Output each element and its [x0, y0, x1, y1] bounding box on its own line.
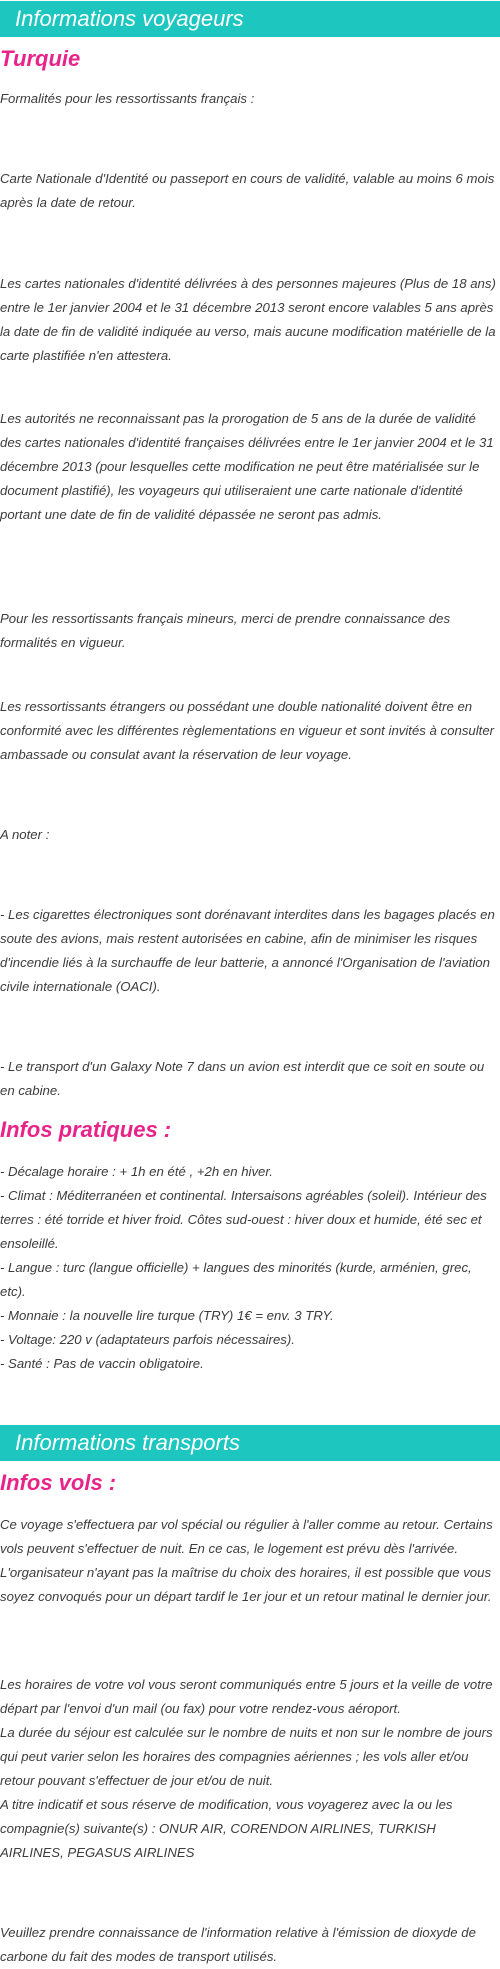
co2-paragraph: Veuillez prendre connaissance de l'information relative à l'émission de dioxyde de carbone du fait des modes de transport utilisés.	[0, 1925, 476, 1964]
practical-info-heading: Infos pratiques :	[0, 1117, 172, 1142]
stay-duration-paragraph: La durée du séjour est calculée sur le nombre de nuits et non sur le nombre de jours qui peut varier selon les horaires des compagnies aériennes ; les vols aller et/ou retour pouvant s'effectuer de jour et/ou de nuit.	[0, 1725, 493, 1788]
country-heading: Turquie	[0, 46, 81, 71]
id-requirement-paragraph: Carte Nationale d'Identité ou passeport en cours de validité, valable au moins 6 mois après la date de retour.	[0, 171, 495, 210]
foreign-nationals-paragraph: Les ressortissants étrangers ou possédant une double nationalité doivent être en conformité avec les différentes règlementations en vigueur et sont invités à consulter ambassade ou consulat avant la réservation de leur voyage.	[0, 699, 495, 762]
practical-climate: - Climat : Méditerranéen et continental. Intersaisons agréables (soleil). Intérieur des terres : été torride et hiver froid. Côtes sud-ouest : hiver doux et humide, été sec et ensoleillé.	[0, 1188, 487, 1251]
practical-currency: - Monnaie : la nouvelle lire turque (TRY) 1€ = env. 3 TRY.	[0, 1308, 334, 1323]
airlines-paragraph: A titre indicatif et sous réserve de modification, vous voyagerez avec la ou les compagnie(s) suivante(s) : ONUR AIR, CORENDON AIRLINES, TURKISH AIRLINES, PEGASUS AIRLINES	[0, 1797, 453, 1860]
section-banner-transports: Informations transports	[0, 1425, 500, 1461]
minors-paragraph: Pour les ressortissants français mineurs, merci de prendre connaissance des formalités en vigueur.	[0, 611, 451, 650]
formalities-intro: Formalités pour les ressortissants français :	[0, 91, 255, 106]
id-validity-paragraph: Les cartes nationales d'identité délivrées à des personnes majeures (Plus de 18 ans) entre le 1er janvier 2004 et le 31 décembre 2013 seront encore valables 5 ans après la date de fin de validité indiquée au verso, mais aucune modification matérielle de la carte plastifiée n'en attestera.	[0, 276, 496, 363]
practical-timezone: - Décalage horaire : + 1h en été , +2h en hiver.	[0, 1164, 273, 1179]
flights-info-heading: Infos vols :	[0, 1470, 117, 1495]
e-cigarettes-paragraph: - Les cigarettes électroniques sont dorénavant interdites dans les bagages placés en soute des avions, mais restent autorisées en cabine, afin de minimiser les risques d'incendie liés à la surchauffe de leur batterie, a annoncé l'Organisation de l'aviation civile internationale (OACI).	[0, 907, 495, 994]
galaxy-note-paragraph: - Le transport d'un Galaxy Note 7 dans un avion est interdit que ce soit en soute ou en cabine.	[0, 1059, 485, 1098]
flights-paragraph: Ce voyage s'effectuera par vol spécial ou régulier à l'aller comme au retour. Certains vols peuvent s'effectuer de nuit. En ce cas, le logement est prévu dès l'arrivée. L'organisateur n'ayant pas la maîtrise du choix des horaires, il est possible que vous soyez convoqués pour un départ tardif le 1er jour et un retour matinal le dernier jour.	[0, 1517, 493, 1604]
id-prorogation-paragraph: Les autorités ne reconnaissant pas la prorogation de 5 ans de la durée de validité des cartes nationales d'identité françaises délivrées entre le 1er janvier 2004 et le 31 décembre 2013 (pour lesquelles cette modification ne peut être matérialisée sur le document plastifié), les voyageurs qui utiliseraient une carte nationale d'identité portant une date de fin de validité dépassée ne seront pas admis.	[0, 411, 494, 522]
practical-health: - Santé : Pas de vaccin obligatoire.	[0, 1356, 204, 1371]
flight-times-paragraph: Les horaires de votre vol vous seront communiqués entre 5 jours et la veille de votre départ par l'envoi d'un mail (ou fax) pour votre rendez-vous aéroport.	[0, 1677, 493, 1716]
section-banner-voyageurs: Informations voyageurs	[0, 1, 500, 37]
practical-language: - Langue : turc (langue officielle) + langues des minorités (kurde, arménien, grec, etc).	[0, 1260, 472, 1299]
practical-voltage: - Voltage: 220 v (adaptateurs parfois nécessaires).	[0, 1332, 295, 1347]
note-label: A noter :	[0, 827, 50, 842]
